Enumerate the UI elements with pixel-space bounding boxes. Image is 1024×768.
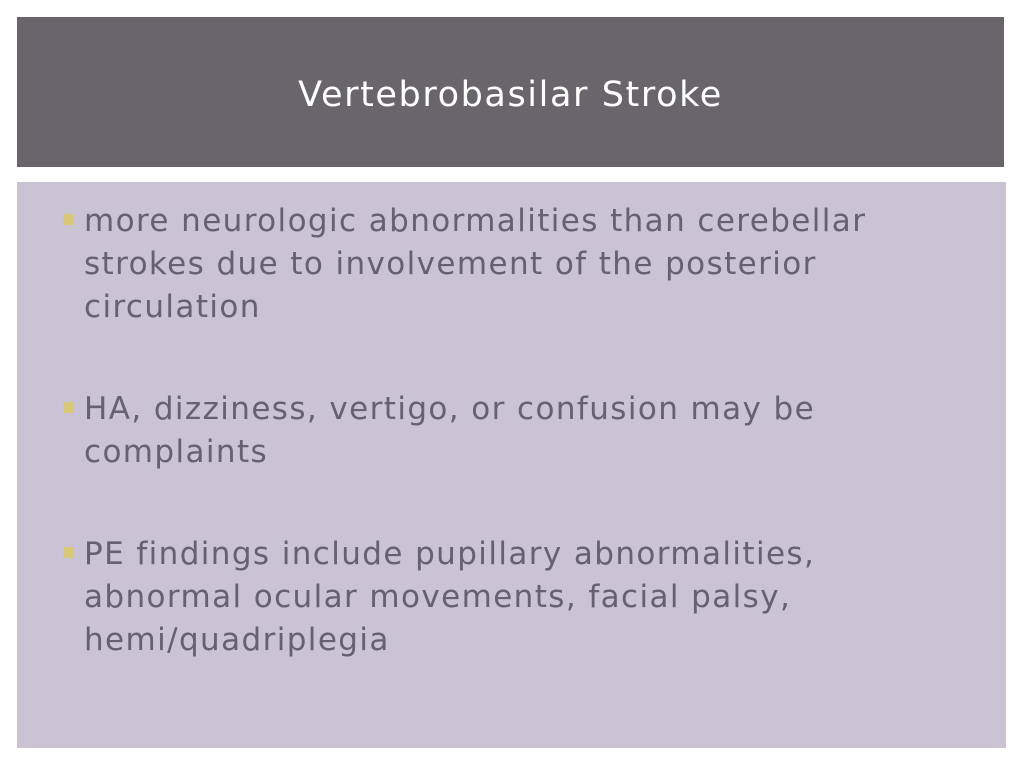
bullet-text-1: more neurologic abnormalities than cerebellar strokes due to involvement of the posterior circulation xyxy=(84,203,867,325)
square-bullet-icon xyxy=(63,214,74,225)
bullet-list xyxy=(63,200,983,721)
bullet-item-2 xyxy=(63,388,983,474)
square-bullet-icon xyxy=(63,547,74,558)
bullet-text-2: HA, dizziness, vertigo, or confusion may be complaints xyxy=(84,391,816,470)
bullet-item-1 xyxy=(63,200,983,329)
slide-title: Vertebrobasilar Stroke xyxy=(298,75,723,115)
bullet-item-3 xyxy=(63,533,983,662)
content-box xyxy=(17,182,1006,748)
title-bar xyxy=(17,17,1004,167)
bullet-text-3: PE findings include pupillary abnormalities, abnormal ocular movements, facial palsy, hemi/quadriplegia xyxy=(84,536,816,658)
square-bullet-icon xyxy=(63,402,74,413)
